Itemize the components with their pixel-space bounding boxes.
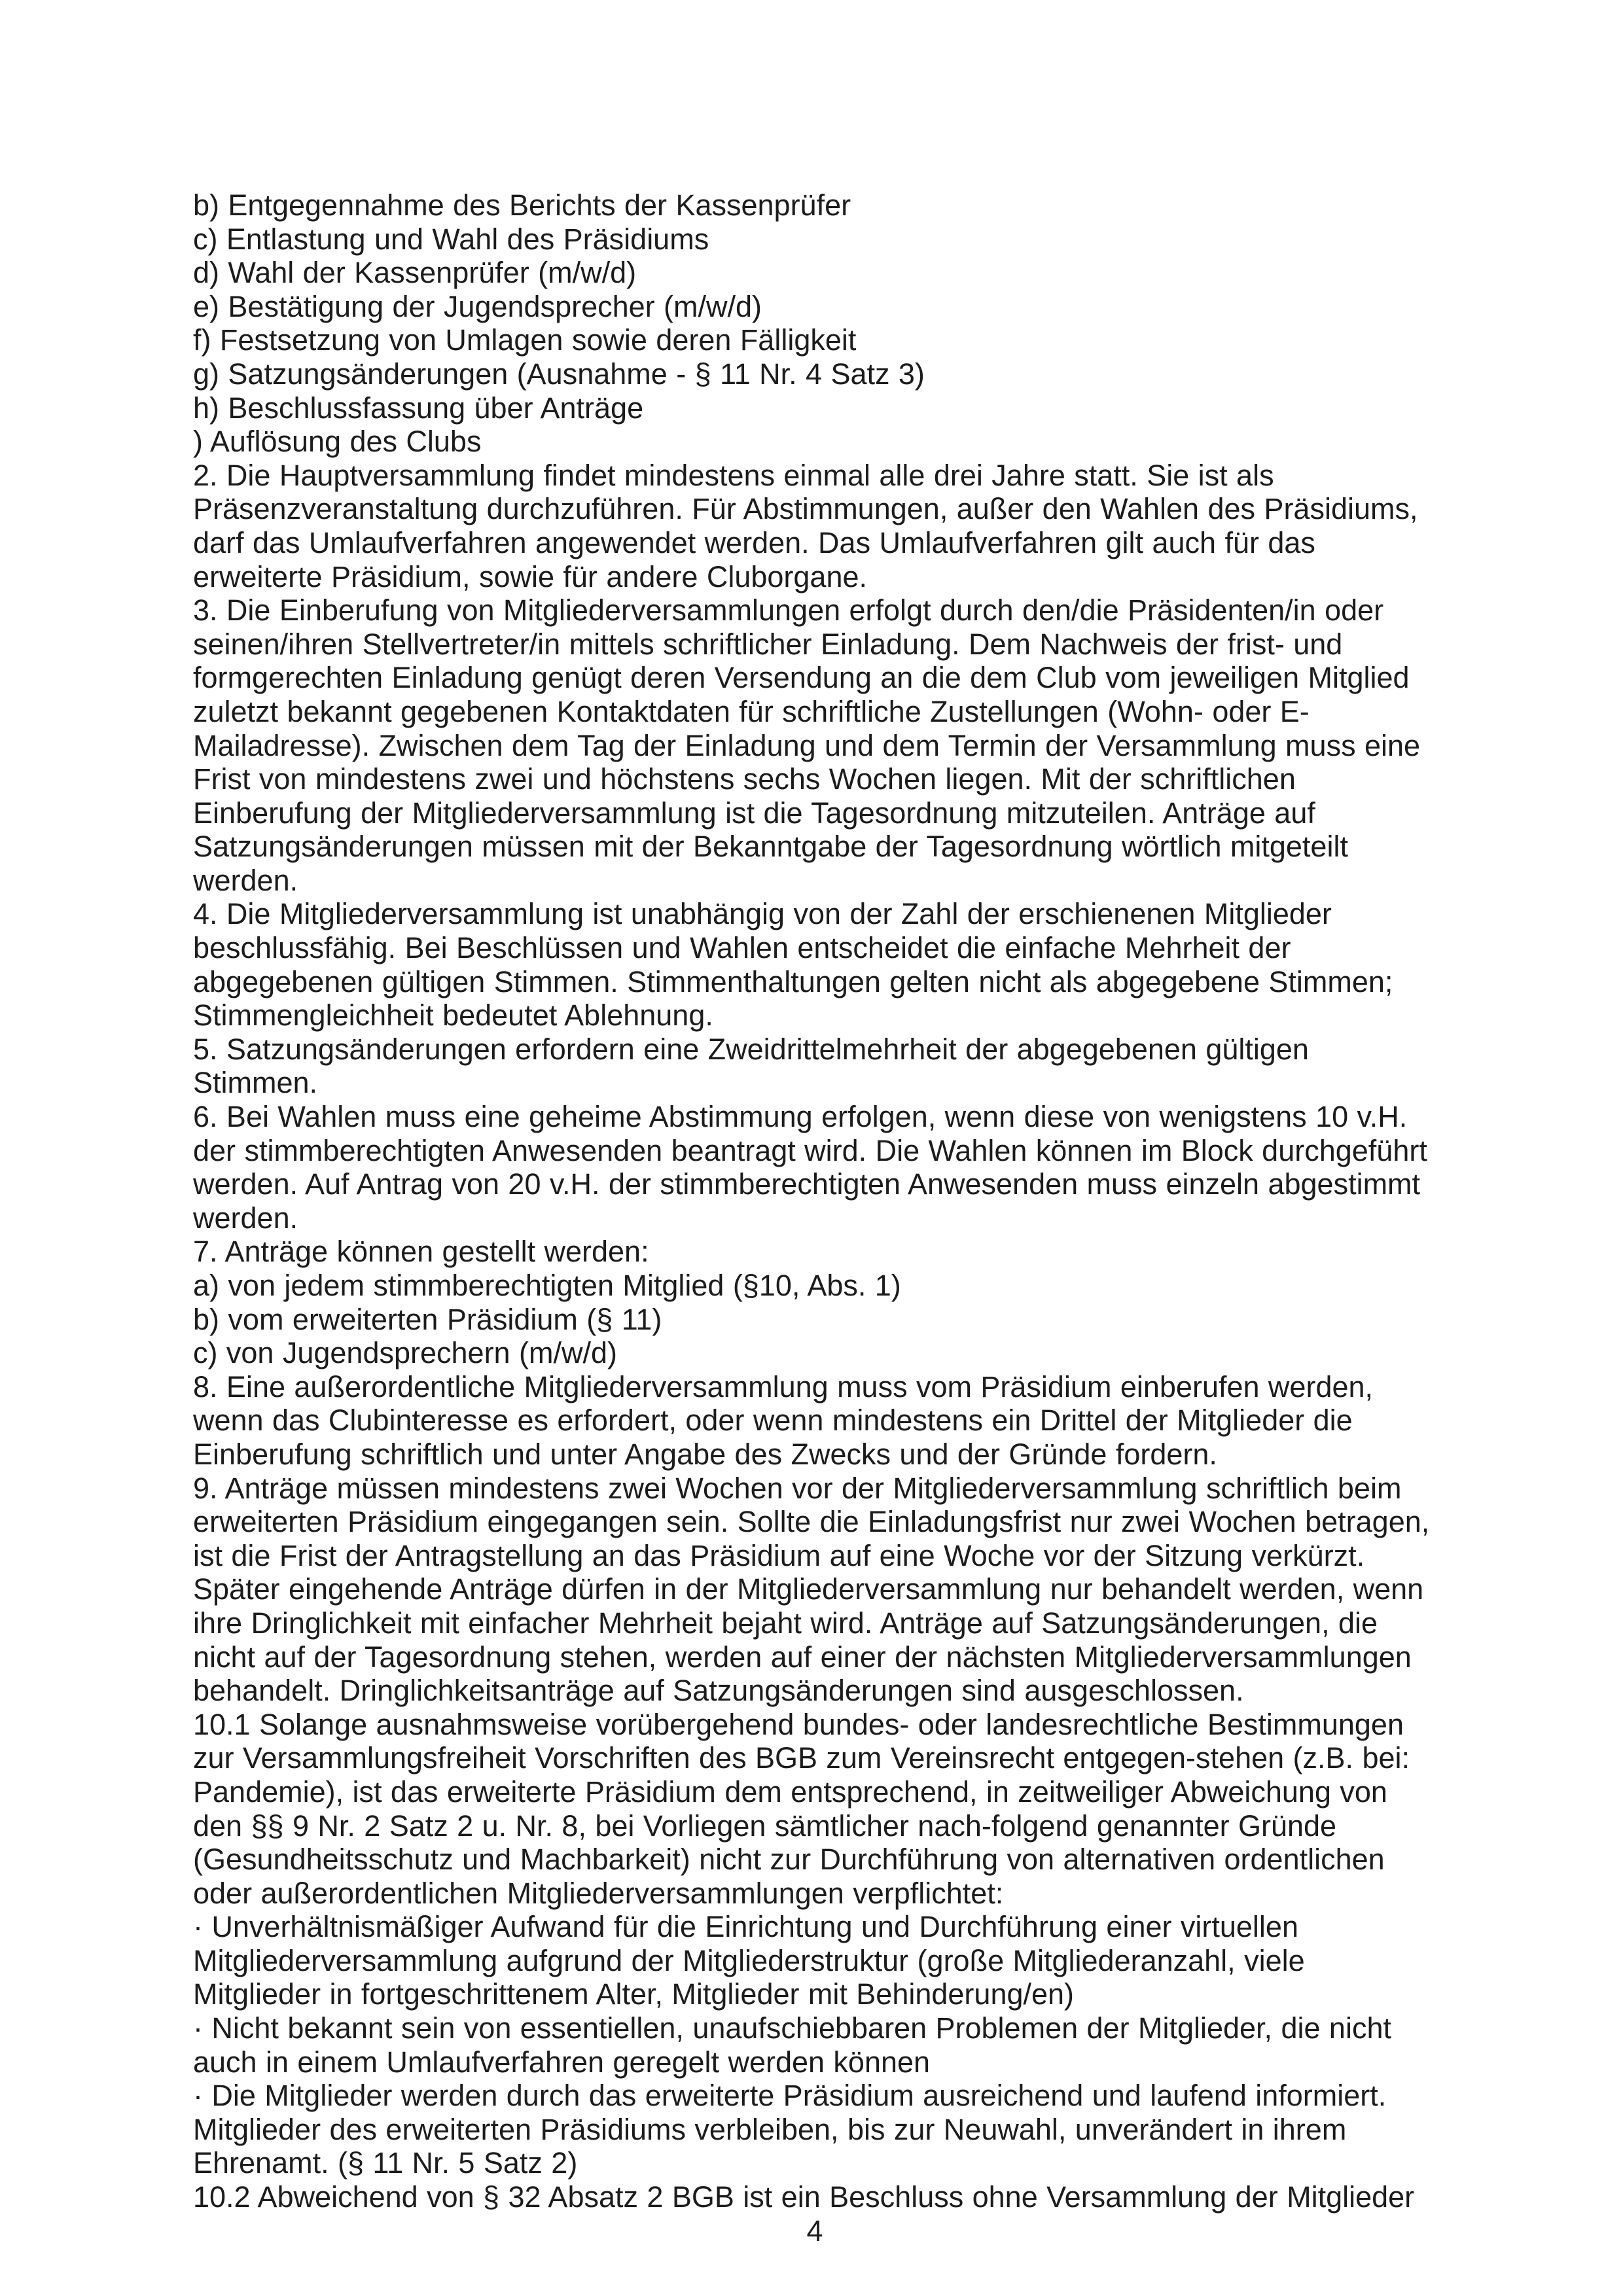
paragraph: f) Festsetzung von Umlagen sowie deren Fälligkeit (193, 323, 857, 357)
paragraph: h) Beschlussfassung über Anträge (193, 391, 644, 425)
paragraph: ) Auflösung des Clubs (193, 425, 482, 459)
paragraph: · Nicht bekannt sein von essentiellen, unaufschiebbaren Problemen der Mitglieder, die nicht auch in einem Umlaufverfahren geregelt werden können (193, 2011, 1391, 2079)
document-body (193, 188, 1436, 2248)
paragraph: 2. Die Hauptversammlung findet mindestens einmal alle drei Jahre statt. Sie ist als Präsenzveranstaltung durchzuführen. Für Abstimmungen, außer den Wahlen des Präsidiums, darf das Umlaufverfahren angewendet werden. Das Umlaufverfahren gilt auch für das erweiterte Präsidium, sowie für andere Cluborgane. (193, 458, 1418, 593)
paragraph: b) vom erweiterten Präsidium (§ 11) (193, 1302, 662, 1336)
paragraph: d) Wahl der Kassenprüfer (m/w/d) (193, 256, 637, 290)
paragraph: 10.2 Abweichend von § 32 Absatz 2 BGB ist ein Beschluss ohne Versammlung der Mitglieder (193, 2180, 1415, 2214)
paragraph: 6. Bei Wahlen muss eine geheime Abstimmung erfolgen, wenn diese von wenigstens 10 v.H. der stimmberechtigten Anwesenden beantragt wird. Die Wahlen können im Block durchgeführt werden. Auf Antrag von 20 v.H. der stimmberechtigten Anwesenden muss einzeln abgestimmt werden. (193, 1100, 1427, 1235)
paragraph: a) von jedem stimmberechtigten Mitglied (§10, Abs. 1) (193, 1269, 901, 1302)
page-number: 4 (806, 2214, 823, 2248)
paragraph: c) von Jugendsprechern (m/w/d) (193, 1336, 617, 1370)
paragraph: · Die Mitglieder werden durch das erweiterte Präsidium ausreichend und laufend informiert. Mitglieder des erweiterten Präsidiums verbleiben, bis zur Neuwahl, unverändert in ihrem Ehrenamt. (§ 11 Nr. 5 Satz 2) (193, 2079, 1387, 2180)
paragraph: 7. Anträge können gestellt werden: (193, 1235, 649, 1269)
paragraph: 10.1 Solange ausnahmsweise vorübergehend bundes- oder landesrechtliche Bestimmungen zur Versammlungsfreiheit Vorschriften des BGB zum Vereinsrecht entgegen-stehen (z.B. bei: Pandemie), ist das erweiterte Präsidium dem entsprechend, in zeitweiliger Abweichung von den §§ 9 Nr. 2 Satz 2 u. Nr. 8, bei Vorliegen sämtlicher nach-folgend genannter Gründe (Gesundheitsschutz und Machbarkeit) nicht zur Durchführung von alternativen ordentlichen oder außerordentlichen Mitgliederversammlungen verpflichtet: (193, 1707, 1410, 1910)
paragraph: 8. Eine außerordentliche Mitgliederversammlung muss vom Präsidium einberufen werden, wenn das Clubinteresse es erfordert, oder wenn mindestens ein Drittel der Mitglieder die Einberufung schriftlich und unter Angabe des Zwecks und der Gründe fordern. (193, 1369, 1374, 1471)
paragraph: g) Satzungsänderungen (Ausnahme - § 11 Nr. 4 Satz 3) (193, 357, 925, 391)
paragraph: 5. Satzungsänderungen erfordern eine Zweidrittelmehrheit der abgegebenen gültigen Stimmen. (193, 1032, 1309, 1100)
paragraph: b) Entgegennahme des Berichts der Kassenprüfer (193, 188, 851, 222)
paragraph: c) Entlastung und Wahl des Präsidiums (193, 222, 709, 256)
paragraph: · Unverhältnismäßiger Aufwand für die Einrichtung und Durchführung einer virtuellen Mitgliederversammlung aufgrund der Mitgliederstruktur (große Mitgliederanzahl, viele Mitglieder in fortgeschrittenem Alter, Mitglieder mit Behinderung/en) (193, 1910, 1305, 2011)
paragraph: 4. Die Mitgliederversammlung ist unabhängig von der Zahl der erschienenen Mitglieder beschlussfähig. Bei Beschlüssen und Wahlen entscheidet die einfache Mehrheit der abgegebenen gültigen Stimmen. Stimmenthaltungen gelten nicht als abgegebene Stimmen; Stimmengleichheit bedeutet Ablehnung. (193, 897, 1393, 1033)
paragraph: 9. Anträge müssen mindestens zwei Wochen vor der Mitgliederversammlung schriftlich beim erweiterten Präsidium eingegangen sein. Sollte die Einladungsfrist nur zwei Wochen betragen, ist die Frist der Antragstellung an das Präsidium auf eine Woche vor der Sitzung verkürzt. Später eingehende Anträge dürfen in der Mitgliederversammlung nur behandelt werden, wenn ihre Dringlichkeit mit einfacher Mehrheit bejaht wird. Anträge auf Satzungsänderungen, die nicht auf der Tagesordnung stehen, werden auf einer der nächsten Mitgliederversammlungen behandelt. Dringlichkeitsanträge auf Satzungsänderungen sind ausgeschlossen. (193, 1471, 1430, 1708)
paragraph: e) Bestätigung der Jugendsprecher (m/w/d) (193, 289, 762, 323)
paragraph: 3. Die Einberufung von Mitgliederversammlungen erfolgt durch den/die Präsidenten/in oder seinen/ihren Stellvertreter/in mittels schriftlicher Einladung. Dem Nachweis der frist- und formgerechten Einladung genügt deren Versendung an die dem Club vom jeweiligen Mitglied zuletzt bekannt gegebenen Kontaktdaten für schriftliche Zustellungen (Wohn- oder E-Mailadresse). Zwischen dem Tag der Einladung und dem Termin der Versammlung muss eine Frist von mindestens zwei und höchstens sechs Wochen liegen. Mit der schriftlichen Einberufung der Mitgliederversammlung ist die Tagesordnung mitzuteilen. Anträge auf Satzungsänderungen müssen mit der Bekanntgabe der Tagesordnung wörtlich mitgeteilt werden. (193, 593, 1421, 897)
